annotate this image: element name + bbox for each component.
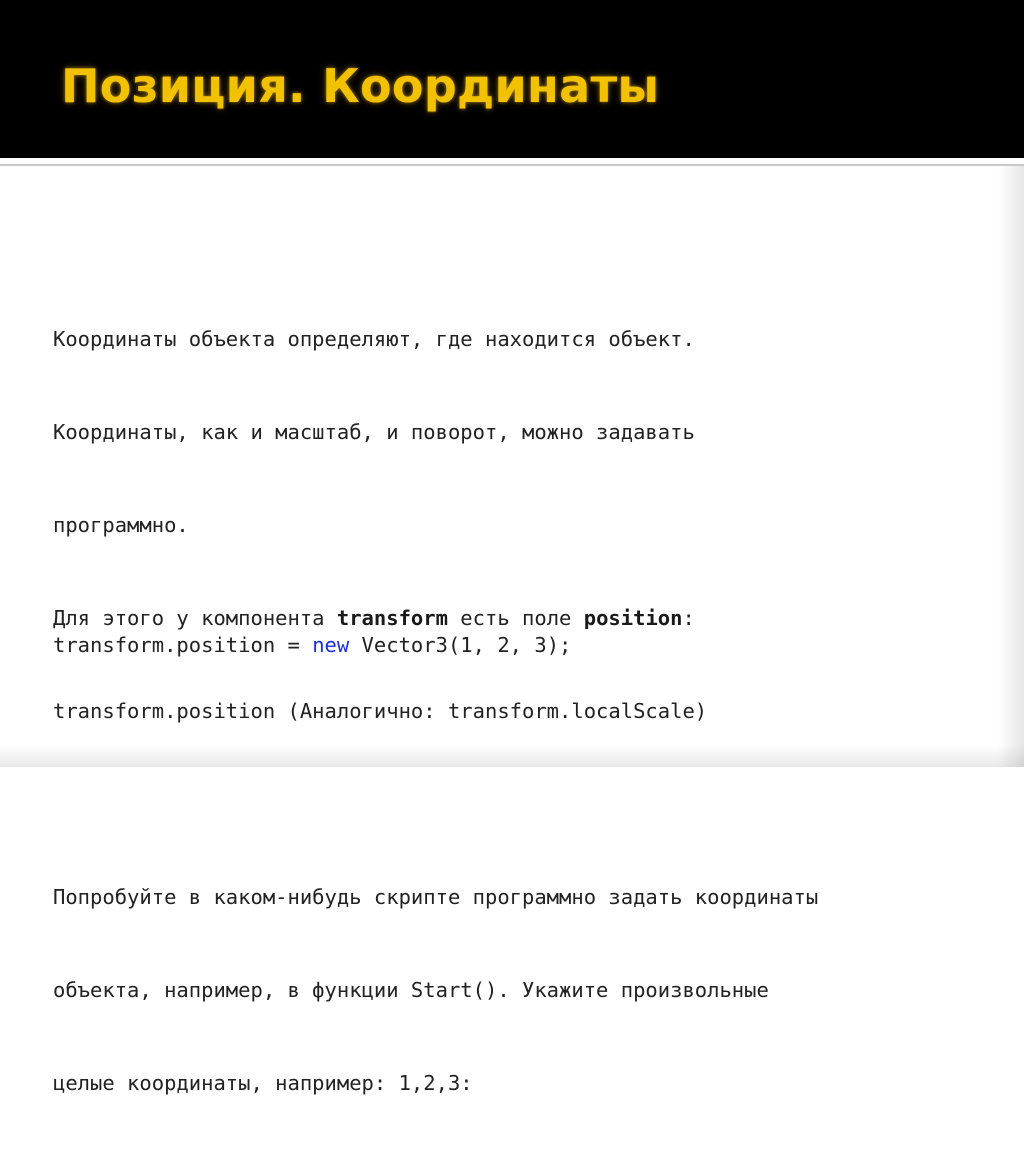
code-example — [53, 630, 571, 661]
body-line-4-suffix: : — [682, 606, 695, 630]
body-line-6: Попробуйте в каком-нибудь скрипте программно задать координаты — [53, 885, 819, 909]
body-line-4-prefix: Для этого у компонента — [53, 606, 337, 630]
paragraph-gap — [53, 789, 1003, 820]
slide-title: Позиция. Координаты — [61, 59, 660, 113]
body-line-5: transform.position (Аналогично: transform.localScale) — [53, 699, 708, 723]
code-keyword-new: new — [312, 633, 350, 657]
body-line-3: программно. — [53, 513, 189, 537]
body-line-2: Координаты, как и масштаб, и поворот, можно задавать — [53, 420, 695, 444]
body-line-8: целые координаты, например: 1,2,3: — [53, 1071, 473, 1095]
keyword-position: position — [583, 606, 683, 630]
title-divider — [0, 164, 1024, 166]
body-line-1: Координаты объекта определяют, где находится объект. — [53, 327, 695, 351]
title-band — [0, 0, 1024, 158]
slide-shadow-bottom — [0, 745, 1024, 767]
slide-shadow-right — [998, 166, 1024, 767]
body-line-4-mid: есть поле — [447, 606, 584, 630]
code-prefix: transform.position = — [53, 633, 313, 657]
code-suffix: Vector3(1, 2, 3); — [349, 633, 572, 657]
keyword-transform: transform — [336, 606, 448, 630]
body-line-7: объекта, например, в функции Start(). Укажите произвольные — [53, 978, 769, 1002]
slide-body — [53, 262, 1003, 1161]
